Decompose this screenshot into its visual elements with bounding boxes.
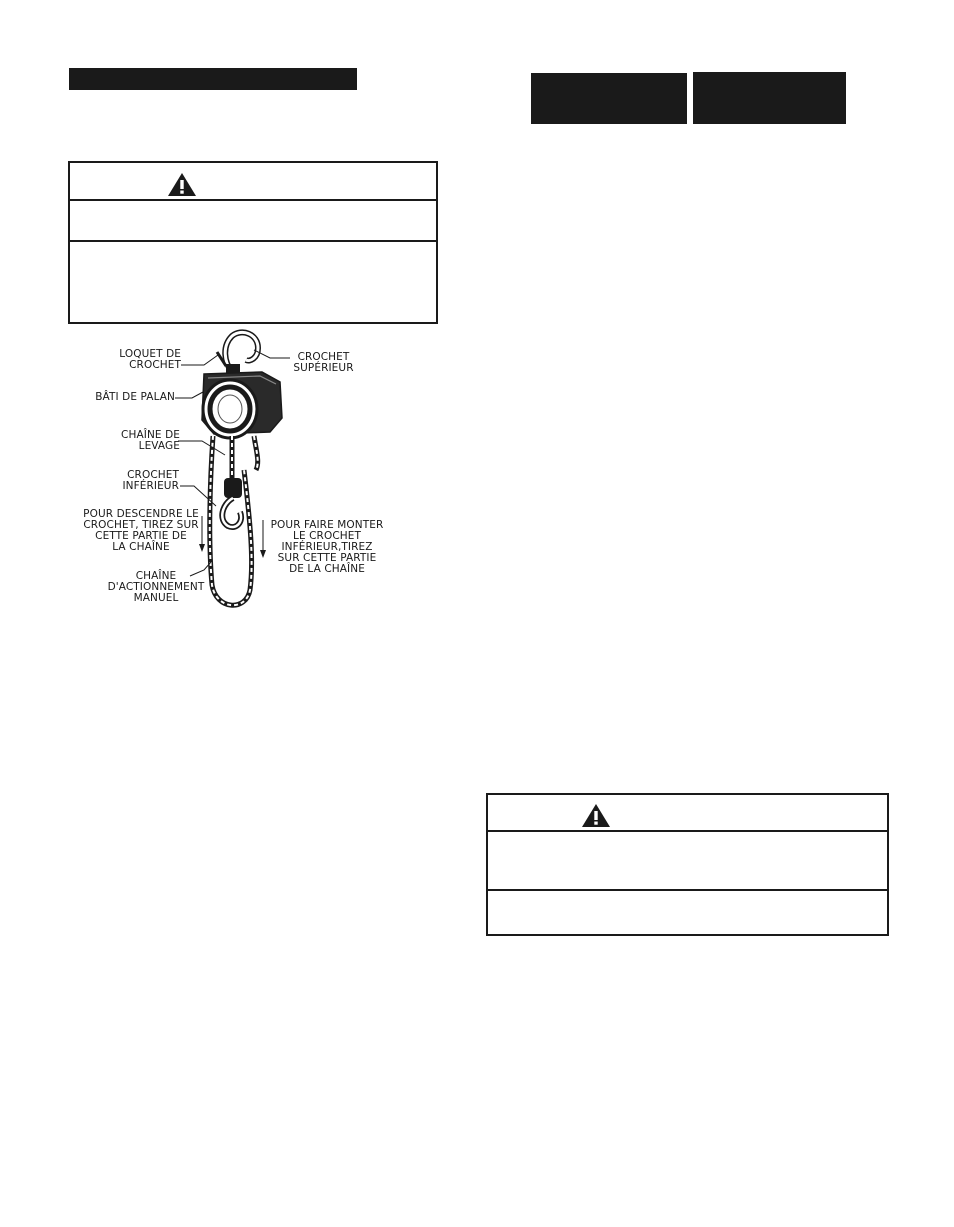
label-load-chain [100,430,180,452]
label-hook-latch [96,349,181,371]
label-line: CROCHET [129,359,181,371]
label-hoist-frame [70,392,175,403]
label-hand-chain [100,571,212,604]
label-line: CROCHET [127,469,179,481]
label-line: INFÉRIEUR,TIREZ [281,541,373,553]
label-line: LEVAGE [138,440,180,452]
label-line: BÂTI DE PALAN [95,391,175,403]
label-line: MANUEL [133,592,179,604]
bottom-hook-drawing [222,478,242,527]
label-line: CHAÎNE [135,570,177,582]
label-bottom-hook [100,470,179,492]
label-line: DE LA CHAÎNE [289,563,365,575]
label-pull-down [80,509,202,553]
label-line: SUR CETTE PARTIE [277,552,377,564]
hoist-body-drawing [202,372,282,438]
label-line: POUR FAIRE MONTER [270,519,384,531]
label-line: INFÉRIEUR [122,480,179,492]
label-line: POUR DESCENDRE LE [83,508,199,520]
label-line: D'ACTIONNEMENT [107,581,205,593]
label-line: CETTE PARTIE DE [95,530,187,542]
label-line: CHAÎNE DE [121,429,180,441]
label-line: LA CHAÎNE [112,541,170,553]
label-line: LE CROCHET [293,530,361,542]
label-pull-up [265,520,389,575]
label-line: CROCHET, TIREZ SUR [83,519,199,531]
label-line: SUPÉRIEUR [293,362,354,374]
label-line: CROCHET [297,351,350,363]
top-hook-drawing [217,332,258,376]
label-top-hook [286,352,361,374]
label-line: LOQUET DE [119,348,181,360]
